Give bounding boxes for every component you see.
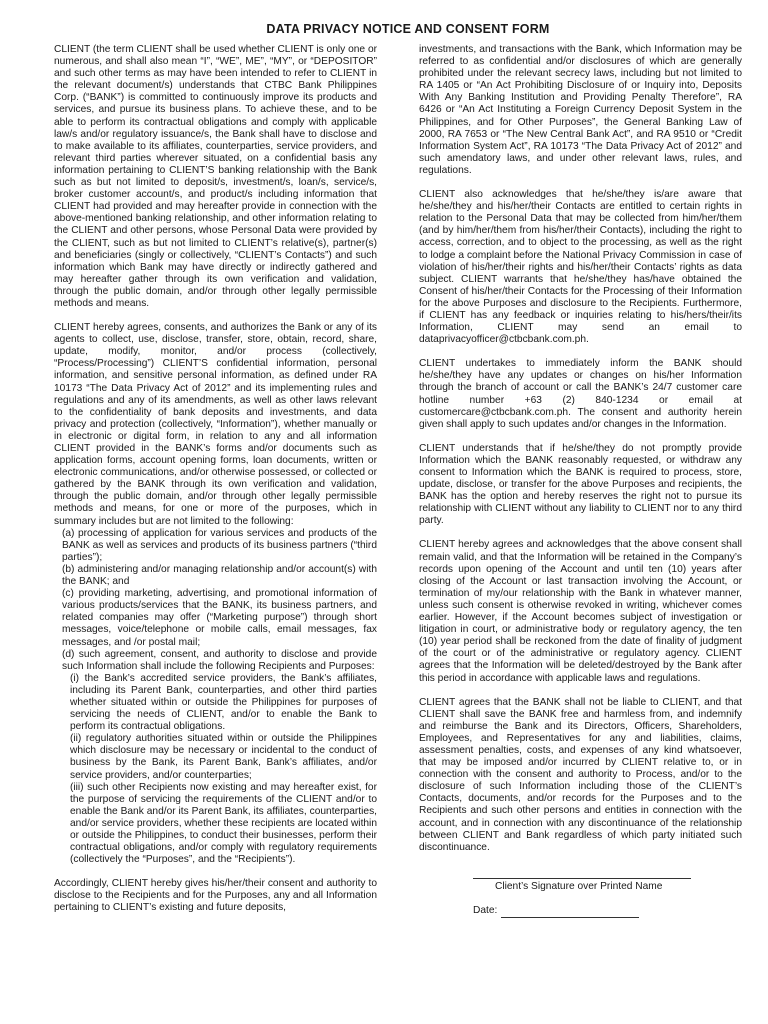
paragraph-withdrawal: CLIENT understands that if he/she/they do not promptly provide Information which the BANK reasonably requested, or withdraw any consent to Information which the BANK is required to process, store, update, disclose, or transfer for the above Purposes and recipients, the BANK has the option and hereby reserves the right not to pursue its relationship with CLIENT without any liability to CLIENT nor to any third party. bbox=[419, 442, 742, 527]
list-item: (c) providing marketing, advertising, and promotional information of various products/services that the BANK, its business partners, and related companies may offer (“Marketing purpose”) through short messages, voice/telephone or mobile calls, email messages, fax messages, and /or postal mail; bbox=[62, 588, 377, 648]
paragraph-updates: CLIENT undertakes to immediately inform the BANK should he/she/they have any updates or changes on his/her Information through the branch of account or call the BANK’s 24/7 customer care hotline number +63 (2) 840-1234 or email at customercare@ctbcbank.com.ph. The consent and authority herein given shall apply to such updates and/or changes in the Information. bbox=[419, 358, 742, 430]
left-column bbox=[54, 44, 377, 927]
two-column-body bbox=[54, 44, 742, 927]
paragraph-retention: CLIENT hereby agrees and acknowledges that the above consent shall remain valid, and that the Information will be retained in the Company’s records upon opening of the Account and until ten (10) years after closing of the Account or last transaction involving the Account, or termination of my/our relationship with the Bank in whatever manner, unless such consent is otherwise revoked in writing, whichever comes earlier. However, if the Account becomes subject of investigation or litigation in court, or administrative body or regulatory agency, the ten (10) year period shall be reckoned from the date of finality of judgment of the court or of the administrative or regulatory agency. CLIENT agrees that the Information will be deleted/destroyed by the Bank after this period in accordance with applicable laws and regulations. bbox=[419, 539, 742, 684]
paragraph-client-definition: CLIENT (the term CLIENT shall be used whether CLIENT is only one or numerous, and shall also mean “I”, “WE”, ME”, “MY”, or “DEPOSITOR” and such other terms as may have been intended to refer to CLIENT in the relevant document/s) understands that CTBC Bank Philippines Corp. (“BANK”) is committed to continuously improve its products and services, and pursue its business plans. To achieve these, and to be able to perform its contractual obligations and comply with applicable law/s and/or regulatory issuance/s, the Bank shall have to disclose and to make available to its affiliates, counterparties, service providers, and relevant third parties wherever situated, on a confidential basis any information pertaining to CLIENT’S banking relationship with the Bank such as but not limited to deposit/s, investment/s, loan/s, service/s, broker customer account/s, and product/s including information that CLIENT had provided and may hereafter provide in connection with the above-mentioned banking relationship, and other information relating to the CLIENT and other persons, whose Personal Data were provided by the CLIENT, such as but not limited to CLIENT’s relative(s), partner(s) and beneficiaries (singly or collectively, “CLIENT’s Contacts”) and such information which Bank may have directly or indirectly gathered and may hereafter gather through its own verification and validation, through the public domain, and/or through other legally permissible methods and means. bbox=[54, 44, 377, 309]
sub-list-item: (ii) regulatory authorities situated within or outside the Philippines which disclosure may be necessary or incidental to the conduct of business by the Bank, its Parent Bank, Bank’s affiliates, and/or service providers, and/or counterparties; bbox=[70, 733, 377, 781]
paragraph-accordingly: Accordingly, CLIENT hereby gives his/her/their consent and authority to disclose to the Recipients and for the Purposes, any and all Information pertaining to CLIENT’s existing and future deposits, bbox=[54, 878, 377, 914]
sub-list-item: (iii) such other Recipients now existing and may hereafter exist, for the purpose of servicing the requirements of the CLIENT and/or to enable the Bank and/or its Parent Bank, its affiliates, counterparties, and/or service providers, whether these recipients are located within or outside the Philippines, to conduct their businesses, perform their contractual obligations, and/or comply with regulatory requirements (collectively the “Purposes”, and the “Recipients”). bbox=[70, 781, 377, 866]
signature-label: Client’s Signature over Printed Name bbox=[495, 880, 663, 892]
paragraph-consent-processing: CLIENT hereby agrees, consents, and authorizes the Bank or any of its agents to collect, use, disclose, transfer, store, obtain, record, share, update, modify, monitor, and/or process (collectively, “Process/Processing”) CLIENT’S confidential information, personal information, and sensitive personal information, as defined under RA 10173 “The Data Privacy Act of 2012” and its implementing rules and regulations and any of its amendments, as well as other laws relevant to the confidentiality of bank deposits and investments, and data privacy and protection (collectively, “Information”), whether manually or in electronic or digital form, in relation to any and all information CLIENT provided in the BANK’s forms and/or documents such as application forms, account opening forms, loan documents, written or electronic communications, and/or otherwise possessed, or collected or gathered by the BANK through its own verification and validation, through the public domain, and/or through other legally permissible methods and means, for one or more of the purposes, which in summary includes but are not limited to the following: bbox=[54, 322, 377, 527]
paragraph-indemnity: CLIENT agrees that the BANK shall not be liable to CLIENT, and that CLIENT shall save the BANK free and harmless from, and indemnify and reimburse the Bank and its Directors, Officers, Shareholders, Employees, and Representatives for any and liabilities, claims, assessment penalties, costs, and expenses of any kind whatsoever, that may be imposed and/or incurred by CLIENT relative to, or in connection with the consent and authority to Process, and/or to the disclosure of such Information including those of the CLIENT’s Contacts, documents, and/or records for the Purposes and to the Recipients and such other persons and entities in connection with the account, and in connection with any discontinuance of the relationship between CLIENT and Bank regardless of which party initiated such discontinuance. bbox=[419, 696, 742, 853]
paragraph-secrecy-laws: investments, and transactions with the Bank, which Information may be referred to as confidential and/or disclosures of which are generally prohibited under the relevant secrecy laws, including but not limited to RA 1405 or “An Act Prohibiting Disclosure of or Inquiry into, Deposits With Any Banking Institution and Providing Penalty Therefore”, RA 6426 or “An Act Instituting a Foreign Currency Deposit System in the Philippines, and for Other Purposes”, the General Banking Law of 2000, RA 7653 or “The New Central Bank Act”, and RA 9510 or “Credit Information System Act”, RA 10173 “The Data Privacy Act of 2012” and such amendatory laws, and under other relevant laws, rules, and regulations. bbox=[419, 44, 742, 176]
date-label: Date: bbox=[473, 905, 498, 917]
signature-line[interactable] bbox=[473, 878, 691, 879]
date-field[interactable] bbox=[501, 907, 639, 918]
right-column bbox=[419, 44, 742, 927]
list-item: (a) processing of application for various services and products of the BANK as well as services and products of its business partners (“third parties”); bbox=[62, 527, 377, 563]
purposes-list bbox=[54, 528, 377, 867]
list-item: (d) such agreement, consent, and authority to disclose and provide such Information shall include the following Recipients and Purposes: bbox=[62, 648, 377, 672]
sub-list-item: (i) the Bank’s accredited service providers, the Bank’s affiliates, including its Parent Bank, counterparties, and other third parties whether situated within or outside the Philippines for purposes of servicing the needs of CLIENT, and/or to enable the Bank to perform its contractual obligations. bbox=[70, 672, 377, 733]
date-row bbox=[473, 905, 742, 918]
paragraph-data-subject-rights: CLIENT also acknowledges that he/she/they is/are aware that he/she/they and his/her/their Contacts are entitled to certain rights in relation to the Personal Data that may be collected from him/her/them (and by him/her/them from his/her/their Contacts), including the right to access, correction, and to object to the processing, as well as the right to lodge a complaint before the National Privacy Commission in case of violation of his/her/their rights and his/her/their Contacts’ rights as data subject. CLIENT warrants that he/she/they has/have obtained the Consent of his/her/their Contacts for the Processing of their Information for the above Purposes and disclosure to the Recipients. Furthermore, if CLIENT has any feedback or inquiries relating to his/hers/their/its Information, CLIENT may send an email to dataprivacyofficer@ctbcbank.com.ph. bbox=[419, 189, 742, 346]
signature-block bbox=[419, 878, 742, 918]
document-title: DATA PRIVACY NOTICE AND CONSENT FORM bbox=[266, 22, 550, 36]
list-item: (b) administering and/or managing relationship and/or account(s) with the BANK; and bbox=[62, 563, 377, 588]
